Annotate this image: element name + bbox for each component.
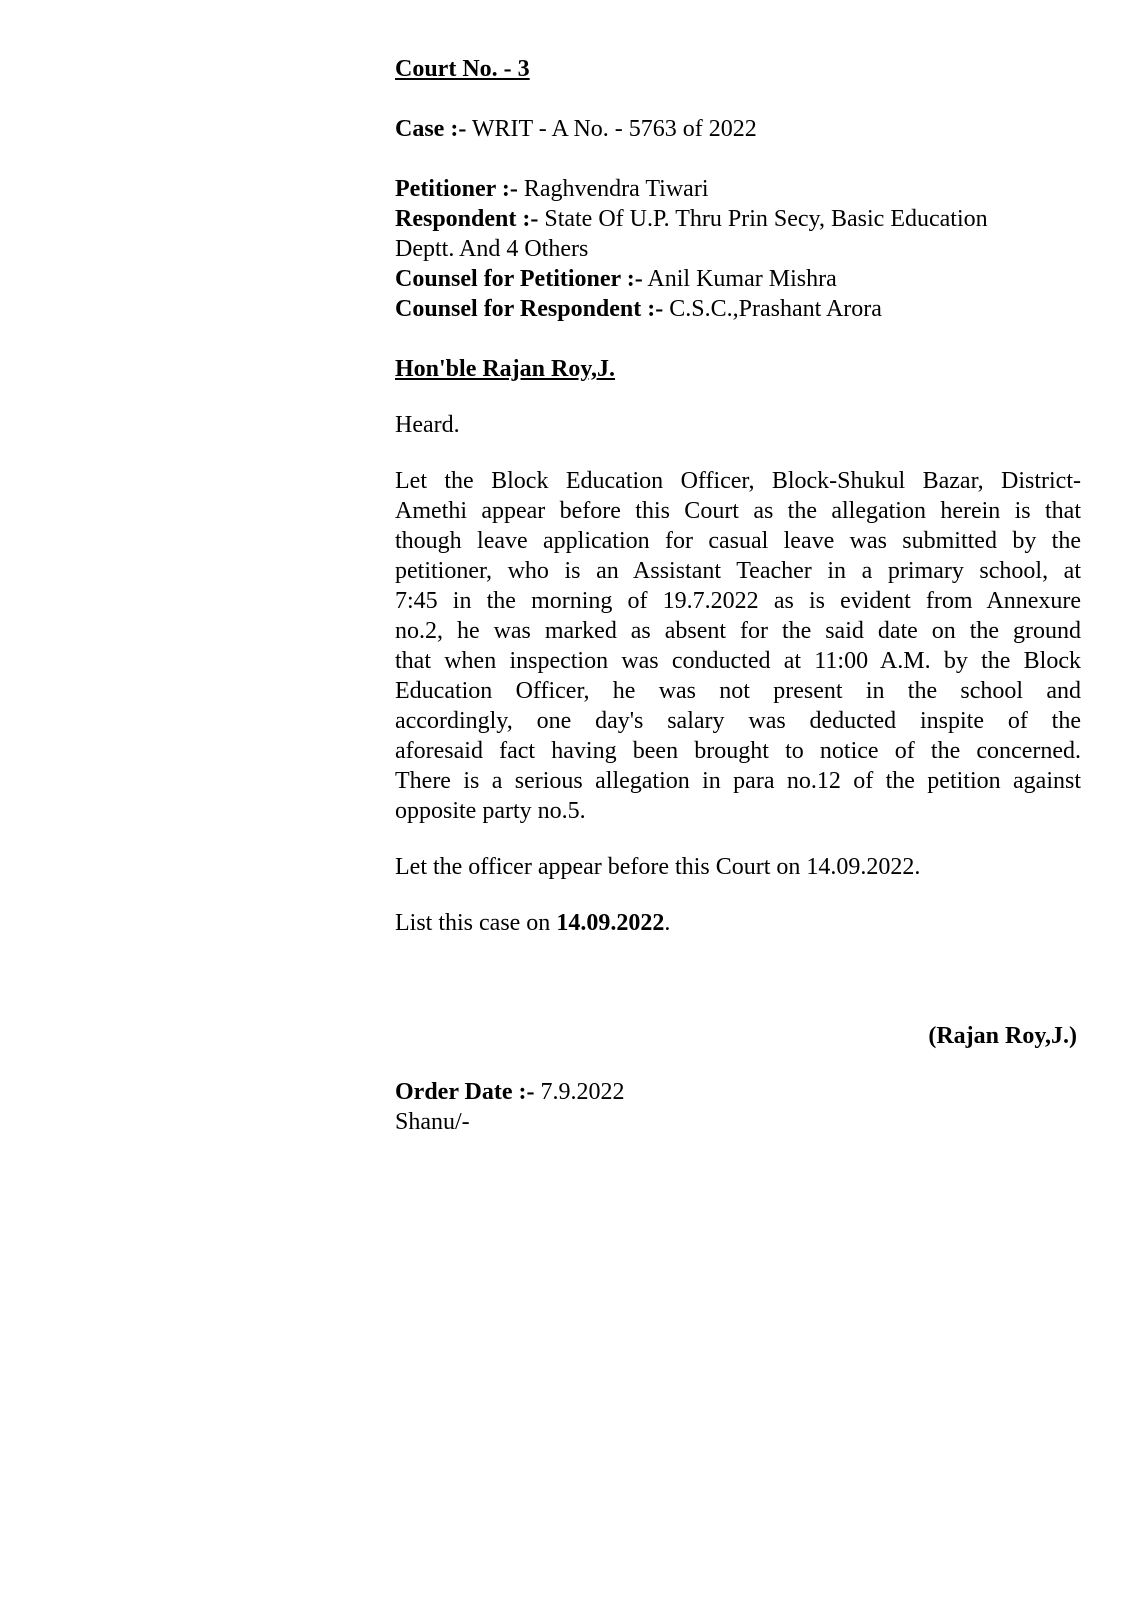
- body-line: There is a serious allegation in para no.12 of the petition against: [395, 768, 1081, 794]
- respondent-label: Respondent :-: [395, 206, 539, 232]
- heard-text: Heard.: [395, 412, 460, 438]
- listing-date: 14.09.2022: [556, 910, 665, 936]
- counsel-petitioner-line: [395, 264, 1081, 294]
- heard-paragraph: [395, 410, 1081, 440]
- appear-text: Let the officer appear before this Court on 14.09.2022.: [395, 854, 921, 880]
- body-line: that when inspection was conducted at 11:00 A.M. by the Block: [395, 648, 1081, 674]
- petitioner-line: [395, 174, 1081, 204]
- body-line: petitioner, who is an Assistant Teacher in a primary school, at: [395, 558, 1081, 584]
- listing-paragraph: [395, 908, 1081, 938]
- body-line: Amethi appear before this Court as the allegation herein is that: [395, 498, 1081, 524]
- case-value: WRIT - A No. - 5763 of 2022: [471, 116, 757, 142]
- body-line: Education Officer, he was not present in the school and: [395, 678, 1081, 704]
- appear-paragraph: [395, 852, 1081, 882]
- body-line: opposite party no.5.: [395, 798, 586, 824]
- judge-signature: (Rajan Roy,J.): [928, 1023, 1077, 1049]
- counsel-respondent-value: C.S.C.,Prashant Arora: [669, 296, 882, 322]
- body-line: though leave application for casual leave was submitted by the: [395, 528, 1081, 554]
- counsel-petitioner-value: Anil Kumar Mishra: [647, 266, 837, 292]
- court-number: [395, 54, 1081, 84]
- respondent-value-line1: State Of U.P. Thru Prin Secy, Basic Education: [544, 206, 988, 232]
- listing-prefix: List this case on: [395, 910, 557, 936]
- order-date-line: [395, 1077, 1081, 1107]
- petitioner-label: Petitioner :-: [395, 176, 518, 202]
- counsel-respondent-line: [395, 294, 1081, 324]
- respondent-line-2: [395, 234, 1081, 264]
- order-date-label: Order Date :-: [395, 1079, 535, 1105]
- case-line: [395, 114, 1081, 144]
- counsel-petitioner-label: Counsel for Petitioner :-: [395, 266, 643, 292]
- listing-suffix: .: [664, 910, 671, 936]
- judge-heading: [395, 354, 1081, 384]
- judge-name: Hon'ble Rajan Roy,J.: [395, 356, 616, 382]
- case-label: Case :-: [395, 116, 467, 142]
- body-line: no.2, he was marked as absent for the said date on the ground: [395, 618, 1081, 644]
- body-line: accordingly, one day's salary was deducted inspite of the: [395, 708, 1081, 734]
- counsel-respondent-label: Counsel for Respondent :-: [395, 296, 664, 322]
- respondent-line: [395, 204, 1081, 234]
- clerk-initials-line: [395, 1107, 1081, 1137]
- body-line: aforesaid fact having been brought to notice of the concerned.: [395, 738, 1081, 764]
- order-body-paragraph: [395, 466, 1081, 826]
- clerk-initials: Shanu/-: [395, 1109, 470, 1135]
- order-date-value: 7.9.2022: [540, 1079, 625, 1105]
- body-line: Let the Block Education Officer, Block-Shukul Bazar, District-: [395, 468, 1081, 494]
- body-line: 7:45 in the morning of 19.7.2022 as is evident from Annexure: [395, 588, 1081, 614]
- respondent-value-line2: Deptt. And 4 Others: [395, 236, 589, 262]
- court-number-text: Court No. - 3: [395, 56, 530, 82]
- petitioner-value: Raghvendra Tiwari: [523, 176, 709, 202]
